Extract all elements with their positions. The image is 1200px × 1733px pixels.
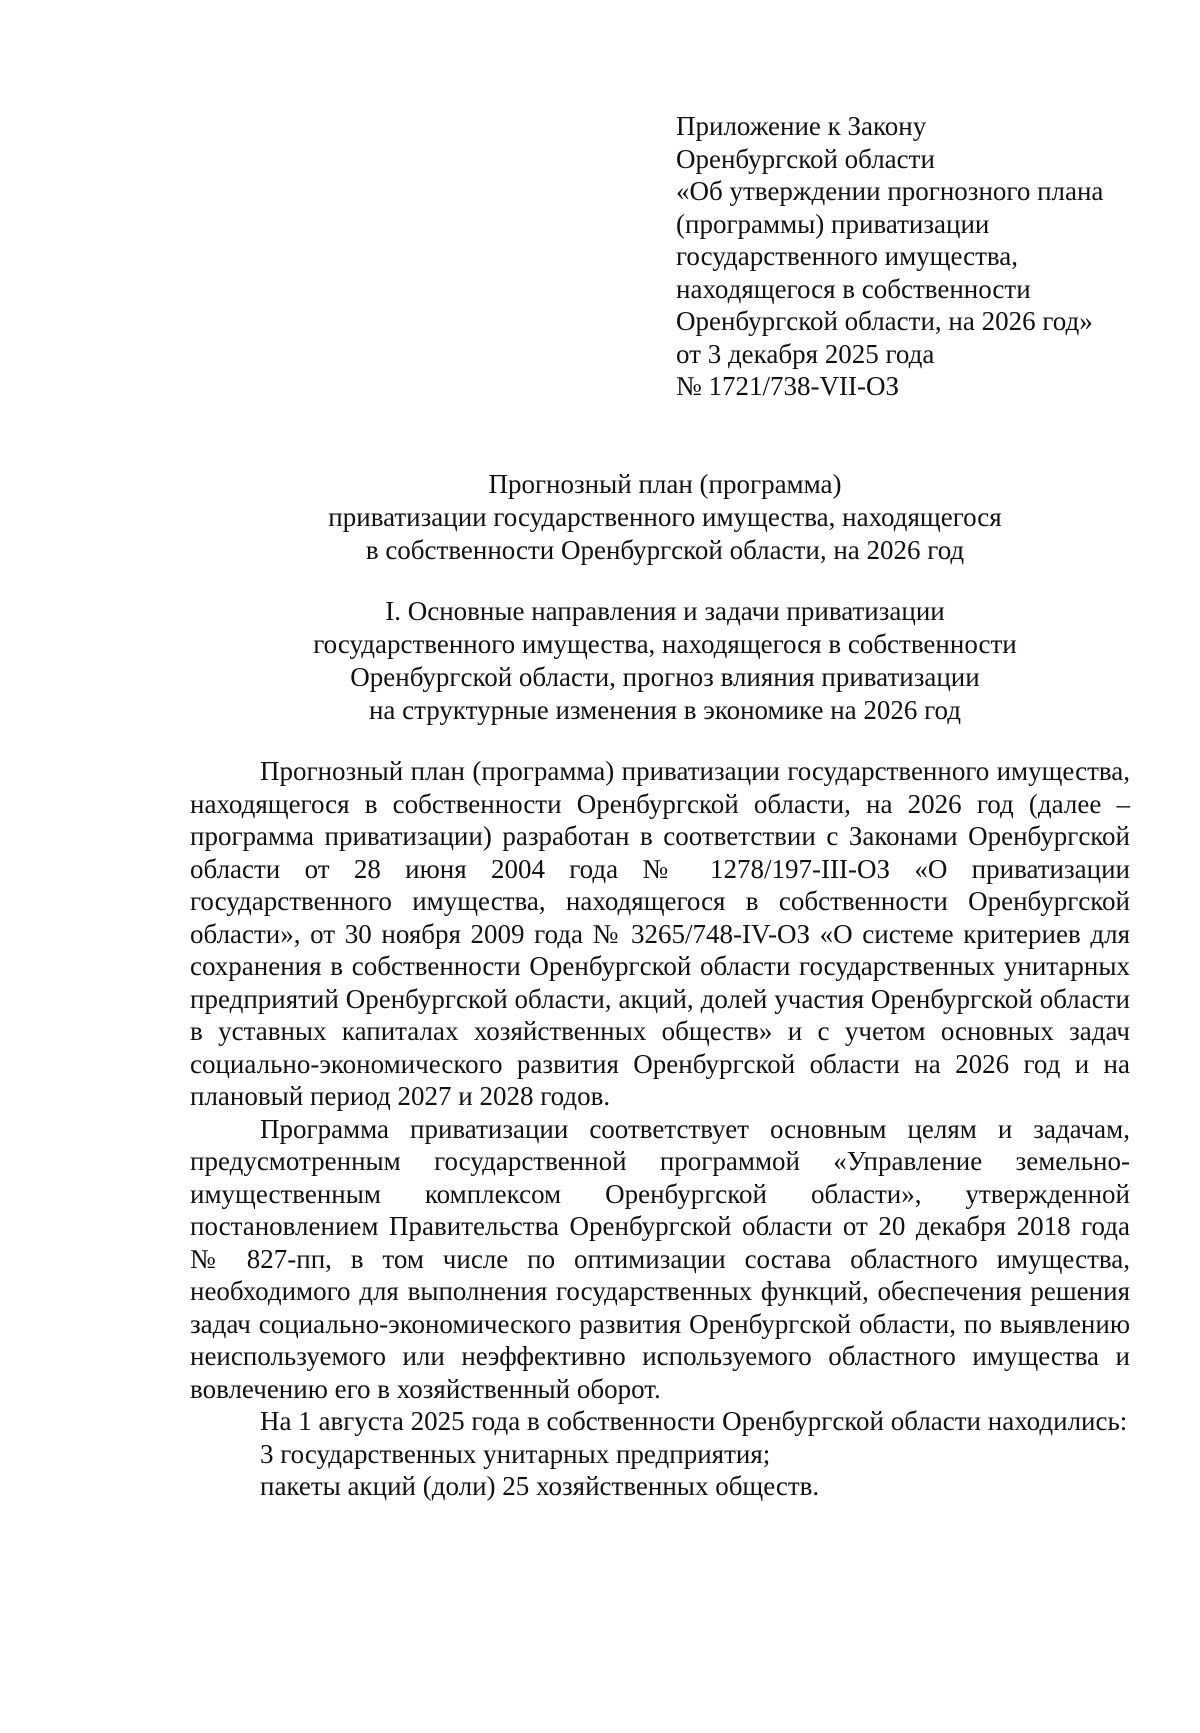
- title-line: Прогнозный план (программа): [488, 469, 842, 499]
- section-heading: [190, 595, 1140, 727]
- section-heading-line: на структурные изменения в экономике на 2026 год: [368, 695, 962, 725]
- appendix-line: государственного имущества,: [676, 241, 1019, 271]
- section-heading-line: I. Основные направления и задачи приватизации: [385, 596, 945, 626]
- section-heading-line: государственного имущества, находящегося в собственности: [313, 629, 1017, 659]
- appendix-line: Приложение к Закону: [676, 111, 927, 141]
- body-paragraph: Прогнозный план (программа) приватизации государственного имущества, находящегося в собственности Оренбургской области, на 2026 год (далее – программа приватизации) разработан в соответствии с Законами Оренбургской области от 28 июня 2004 года № 1278/197-III-ОЗ «О приватизации государственного имущества, находящегося в собственности Оренбургской области», от 30 ноября 2009 года № 3265/748-IV-ОЗ «О системе критериев для сохранения в собственности Оренбургской области государственных унитарных предприятий Оренбургской области, акций, долей участия Оренбургской области в уставных капиталах хозяйственных обществ» и с учетом основных задач социально-экономического развития Оренбургской области на 2026 год и на плановый период 2027 и 2028 годов.: [190, 756, 1130, 1111]
- list-item: 3 государственных унитарных предприятия;: [260, 1438, 771, 1469]
- body-text: [190, 755, 1130, 1503]
- appendix-block: [676, 110, 1176, 403]
- appendix-line: Оренбургской области: [676, 143, 935, 174]
- document-title: [190, 468, 1140, 567]
- appendix-line: Оренбургской области, на 2026 год»: [676, 306, 1093, 336]
- appendix-line: № 1721/738-VII-ОЗ: [676, 371, 900, 401]
- appendix-line: находящегося в собственности: [676, 273, 1031, 304]
- body-paragraph: Программа приватизации соответствует основным целям и задачам, предусмотренным государственной программой «Управление земельно-имущественным комплексом Оренбургской области», утвержденной постановлением Правительства Оренбургской области от 20 декабря 2018 года № 827-пп, в том числе по оптимизации состава областного имущества, необходимого для выполнения государственных функций, обеспечения решения задач социально-экономического развития Оренбургской области, по выявлению неиспользуемого или неэффективно используемого областного имущества и вовлечению его в хозяйственный оборот.: [190, 1113, 1130, 1404]
- appendix-line: от 3 декабря 2025 года: [676, 338, 935, 369]
- section-heading-line: Оренбургской области, прогноз влияния приватизации: [350, 662, 980, 692]
- appendix-line: (программы) приватизации: [676, 208, 990, 239]
- body-paragraph: На 1 августа 2025 года в собственности Оренбургской области находились:: [260, 1406, 1128, 1436]
- title-line: приватизации государственного имущества, находящегося: [328, 502, 1002, 532]
- list-item: пакеты акций (доли) 25 хозяйственных обществ.: [260, 1471, 820, 1501]
- title-line: в собственности Оренбургской области, на 2026 год: [365, 535, 965, 565]
- appendix-line: «Об утверждении прогнозного плана: [676, 176, 1104, 206]
